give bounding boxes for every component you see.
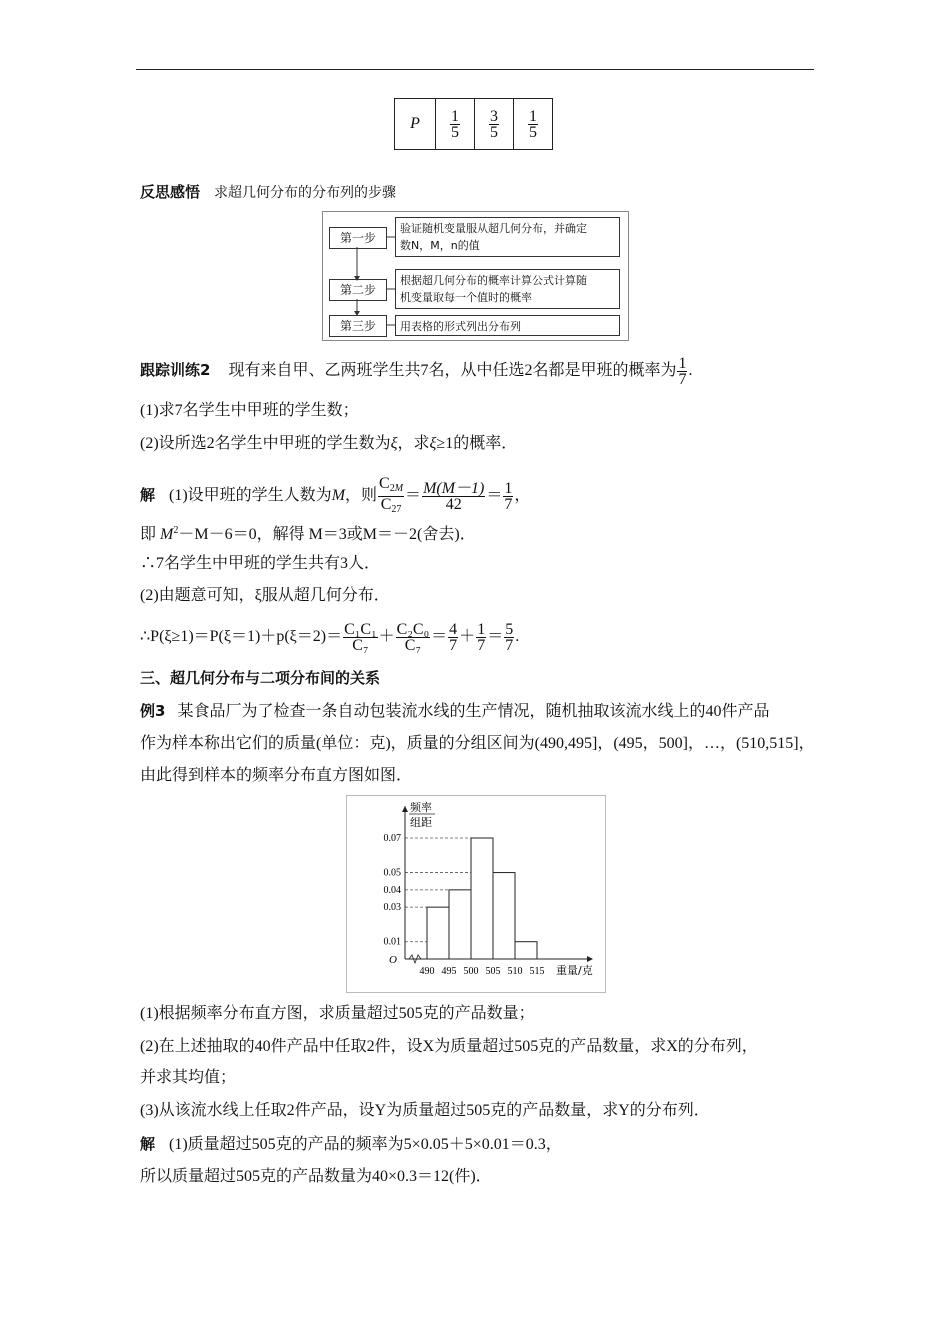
solution1-line5: ∴P(ξ≥1)＝P(ξ＝1)＋p(ξ＝2)＝ $\frac{\text{C₁C₁}}{\text{C₇}}$ ＋ $\frac{\text{C₂C₀}}{\text{C₇}}$ ＝ $\frac{4}{7}$ ＋ $\frac{1}{7}$ ＝ $\frac{5}{7}$ . [140, 621, 520, 654]
x-axis-label: 重量/克 [556, 964, 593, 977]
x-tick-label: 500 [463, 966, 479, 977]
flow-step-1: 第一步 [329, 227, 387, 249]
section-title: 三、超几何分布与二项分布间的关系 [140, 669, 381, 687]
x-tick-label: 495 [441, 966, 457, 977]
table-cell: $\frac{1}{5}$ [514, 99, 553, 150]
steps-flowchart [322, 211, 629, 341]
x-tick-label: 505 [485, 966, 501, 977]
fraction: $\frac{\text{C₁C₁}}{\text{C₇}}$ [344, 621, 377, 654]
y-tick-label: 0.01 [383, 936, 401, 948]
fraction: $\frac{1}{7}$ [678, 355, 687, 388]
fraction: $\frac{M(M-1)}{42}$ [423, 480, 485, 513]
histogram-bar [471, 838, 493, 959]
reflection-line [140, 181, 396, 204]
solution1-line2: 即 $M^2-M-6=0$，解得 M＝3或M＝－2(舍去)． [140, 525, 476, 543]
histogram-bar [449, 890, 471, 959]
reflection-text: 求超几何分布的分布列的步骤 [214, 185, 397, 201]
x-tick-label: 515 [529, 966, 545, 977]
example3-q3: (3)从该流水线上任取2件产品，设Y为质量超过505克的产品数量，求Y的分布列． [140, 1102, 710, 1119]
solution1-line4: (2)由题意可知，ξ服从超几何分布． [140, 587, 390, 604]
example3-line1: 例3 某食品厂为了检查一条自动包装流水线的生产情况，随机抽取该流水线上的40件产品 [140, 702, 770, 720]
histogram-bar [515, 942, 537, 959]
solution1-line1: 解 (1)设甲班的学生人数为M，则 $\frac{C_{2M}}{C_{27}}$ ＝ $\frac{M(M-1)}{42}$ ＝ $\frac{1}{7}$ ， [140, 475, 531, 515]
example3-line2: 作为样本称出它们的质量(单位：克)，质量的分组区间为(490,495]，(495，500]，…，(510,515]， [140, 735, 815, 752]
y-tick-label: 0.04 [383, 884, 401, 896]
x-tick-label: 510 [507, 966, 523, 977]
example-label: 例3 [140, 702, 166, 720]
histogram-bar [493, 873, 515, 959]
example3-q1: (1)根据频率分布直方图，求质量超过505克的产品数量； [140, 1005, 535, 1022]
solution3-line2: 所以质量超过505克的产品数量为40×0.3＝12(件)． [140, 1168, 492, 1185]
histogram-bar [427, 907, 449, 959]
flow-step-2: 第二步 [329, 279, 387, 301]
frequency-histogram [346, 795, 606, 993]
y-axis-label-bottom: 组距 [410, 816, 432, 829]
x-axis-arrow [587, 956, 593, 962]
solution-label: 解 [140, 1135, 156, 1153]
table-cell: $\frac{1}{5}$ [436, 99, 475, 150]
y-axis-arrow [402, 806, 408, 812]
fraction: $\frac{\text{C₂C₀}}{\text{C₇}}$ [396, 621, 430, 654]
flow-desc-3: 用表格的形式列出分布列 [395, 315, 620, 336]
fraction: $\frac{1}{7}$ [477, 621, 486, 654]
y-tick-label: 0.03 [383, 902, 401, 914]
practice-title: 跟踪训练2 [140, 361, 211, 380]
solution-label: 解 [140, 486, 156, 505]
y-tick-label: 0.07 [383, 833, 401, 844]
fraction: $\frac{5}{7}$ [505, 621, 514, 654]
practice-q2: (2)设所选2名学生中甲班的学生数为ξ，求ξ≥1的概率． [140, 435, 518, 452]
y-axis-label-top: 频率 [410, 801, 432, 814]
histogram-svg [347, 796, 605, 992]
fraction: $\frac{C_{2M}}{C_{27}}$ [379, 475, 404, 515]
reflection-title: 反思感悟 [140, 183, 201, 201]
solution1-line3: ∴7名学生中甲班的学生共有3人． [140, 555, 381, 572]
header-rule [136, 69, 814, 70]
table-cell: $\frac{3}{5}$ [475, 99, 514, 150]
y-tick-label: 0.05 [383, 867, 401, 879]
fraction: $\frac{1}{7}$ [504, 480, 513, 513]
flow-step-3: 第三步 [329, 315, 387, 337]
origin-label: O [389, 954, 397, 966]
example3-q2-line2: 并求其均值； [140, 1069, 237, 1086]
solution3-line1: 解 (1)质量超过505克的产品的频率为5×0.05＋5×0.01＝0.3， [140, 1135, 562, 1153]
table-header-p: P [395, 99, 436, 150]
flow-desc-1: 验证随机变量服从超几何分布，并确定 数N，M，n的值 [395, 217, 620, 257]
x-tick-label: 490 [419, 966, 435, 977]
example3-line3: 由此得到样本的频率分布直方图如图． [140, 767, 413, 784]
example3-q2-line1: (2)在上述抽取的40件产品中任取2件，设X为质量超过505克的产品数量，求X的分布列， [140, 1038, 758, 1055]
fraction: $\frac{4}{7}$ [449, 621, 458, 654]
probability-table [394, 98, 553, 150]
practice-stem: 跟踪训练2 现有来自甲、乙两班学生共7名，从中任选2名都是甲班的概率为 $\frac{1}{7}$ . [140, 355, 693, 388]
flow-desc-2: 根据超几何分布的概率计算公式计算随 机变量取每一个值时的概率 [395, 269, 620, 309]
practice-q1: (1)求7名学生中甲班的学生数； [140, 402, 359, 419]
